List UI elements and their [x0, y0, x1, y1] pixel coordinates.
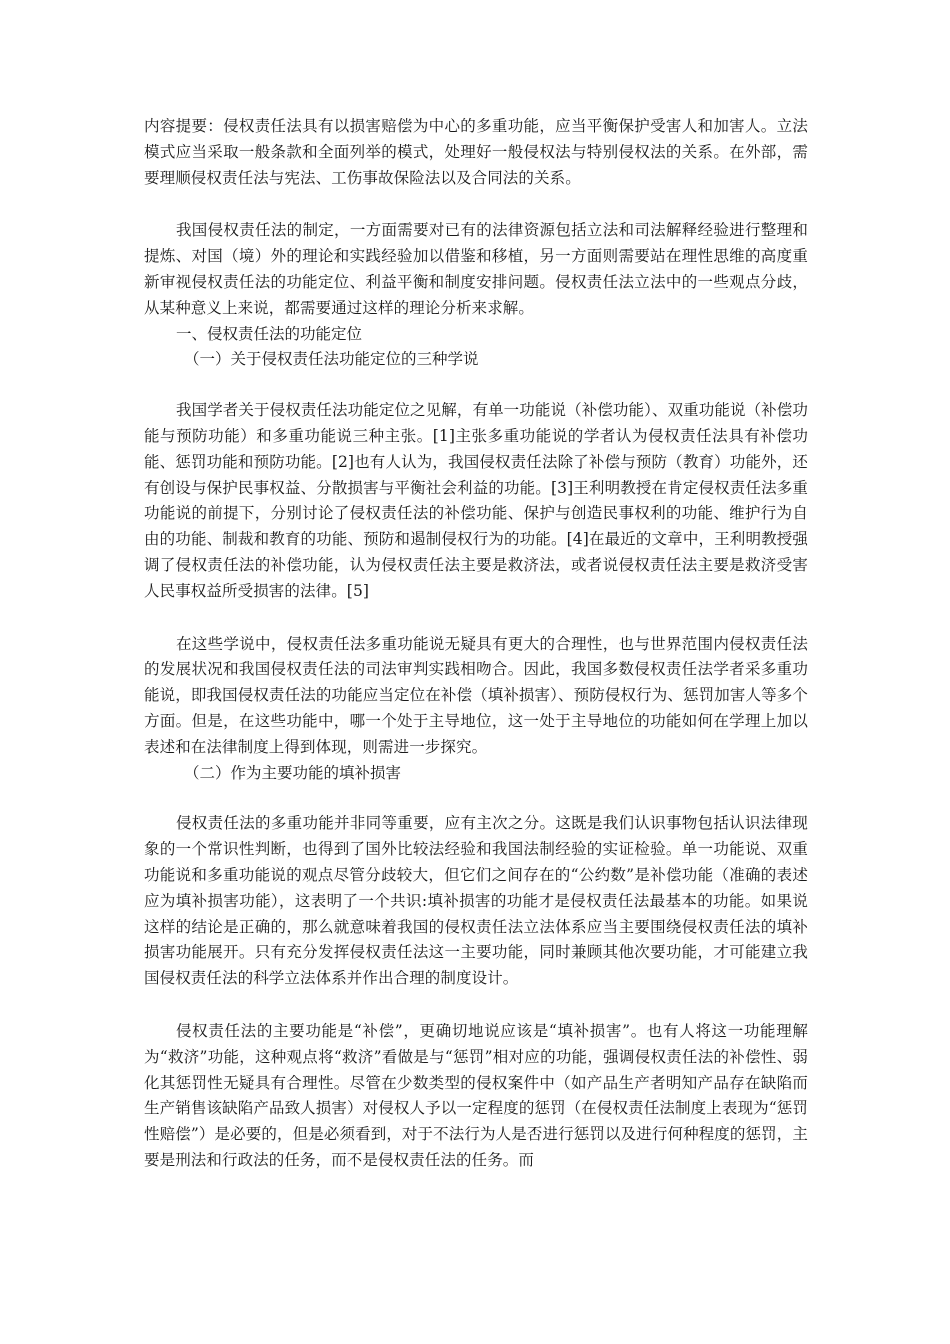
intro-paragraph: 我国侵权责任法的制定，一方面需要对已有的法律资源包括立法和司法解释经验进行整理和提炼、对国（境）外的理论和实践经验加以借鉴和移植，另一方面则需要站在理性思维的高度重新审视侵权责任法的功能定位、利益平衡和制度安排问题。侵权责任法立法中的一些观点分歧，从某种意义上来说，都需要通过这样的理论分析来求解。 — [144, 221, 808, 317]
document-page — [144, 114, 808, 1174]
body-paragraph-4: 侵权责任法的主要功能是“补偿”，更确切地说应该是“填补损害”。也有人将这一功能理解为“救济”功能，这种观点将“救济”看做是与“惩罚”相对应的功能，强调侵权责任法的补偿性、弱化其惩罚性无疑具有合理性。尽管在少数类型的侵权案件中（如产品生产者明知产品存在缺陷而生产销售该缺陷产品致人损害）对侵权人予以一定程度的惩罚（在侵权责任法制度上表现为“惩罚性赔偿”）是必要的，但是必须看到，对于不法行为人是否进行惩罚以及进行何种程度的惩罚，主要是刑法和行政法的任务，而不是侵权责任法的任务。而 — [144, 1021, 808, 1169]
body-paragraph-1: 我国学者关于侵权责任法功能定位之见解，有单一功能说（补偿功能）、双重功能说（补偿功能与预防功能）和多重功能说三种主张。[1]主张多重功能说的学者认为侵权责任法具有补偿功能、惩罚功能和预防功能。[2]也有人认为，我国侵权责任法除了补偿与预防（教育）功能外，还有创设与保护民事权益、分散损害与平衡社会利益的功能。[3]王利明教授在肯定侵权责任法多重功能说的前提下，分别讨论了侵权责任法的补偿功能、保护与创造民事权利的功能、维护行为自由的功能、制裁和教育的功能、预防和遏制侵权行为的功能。[4]在最近的文章中，王利明教授强调了侵权责任法的补偿功能，认为侵权责任法主要是救济法，或者说侵权责任法主要是救济受害人民事权益所受损害的法律。[5] — [144, 401, 808, 600]
body-paragraph-3: 侵权责任法的多重功能并非同等重要，应有主次之分。这既是我们认识事物包括认识法律现象的一个常识性判断，也得到了国外比较法经验和我国法制经验的实证检验。单一功能说、双重功能说和多重功能说的观点尽管分歧较大，但它们之间存在的“公约数”是补偿功能（准确的表述应为填补损害功能），这表明了一个共识:填补损害的功能才是侵权责任法最基本的功能。如果说这样的结论是正确的，那么就意味着我国的侵权责任法立法体系应当主要围绕侵权责任法的填补损害功能展开。只有充分发挥侵权责任法这一主要功能，同时兼顾其他次要功能，才可能建立我国侵权责任法的科学立法体系并作出合理的制度设计。 — [144, 814, 808, 988]
subsection-heading-1: （一）关于侵权责任法功能定位的三种学说 — [184, 350, 479, 369]
body-paragraph-2: 在这些学说中，侵权责任法多重功能说无疑具有更大的合理性，也与世界范围内侵权责任法的发展状况和我国侵权责任法的司法审判实践相吻合。因此，我国多数侵权责任法学者采多重功能说，即我国侵权责任法的功能应当定位在补偿（填补损害）、预防侵权行为、惩罚加害人等多个方面。但是，在这些功能中，哪一个处于主导地位，这一处于主导地位的功能如何在学理上加以表述和在法律制度上得到体现，则需进一步探究。 — [144, 634, 808, 756]
section-heading-1: 一、侵权责任法的功能定位 — [176, 324, 363, 343]
subsection-heading-2: （二）作为主要功能的填补损害 — [184, 763, 402, 782]
abstract-paragraph: 内容提要：侵权责任法具有以损害赔偿为中心的多重功能，应当平衡保护受害人和加害人。立法模式应当采取一般条款和全面列举的模式，处理好一般侵权法与特别侵权法的关系。在外部，需要理顺侵权责任法与宪法、工伤事故保险法以及合同法的关系。 — [144, 117, 808, 187]
